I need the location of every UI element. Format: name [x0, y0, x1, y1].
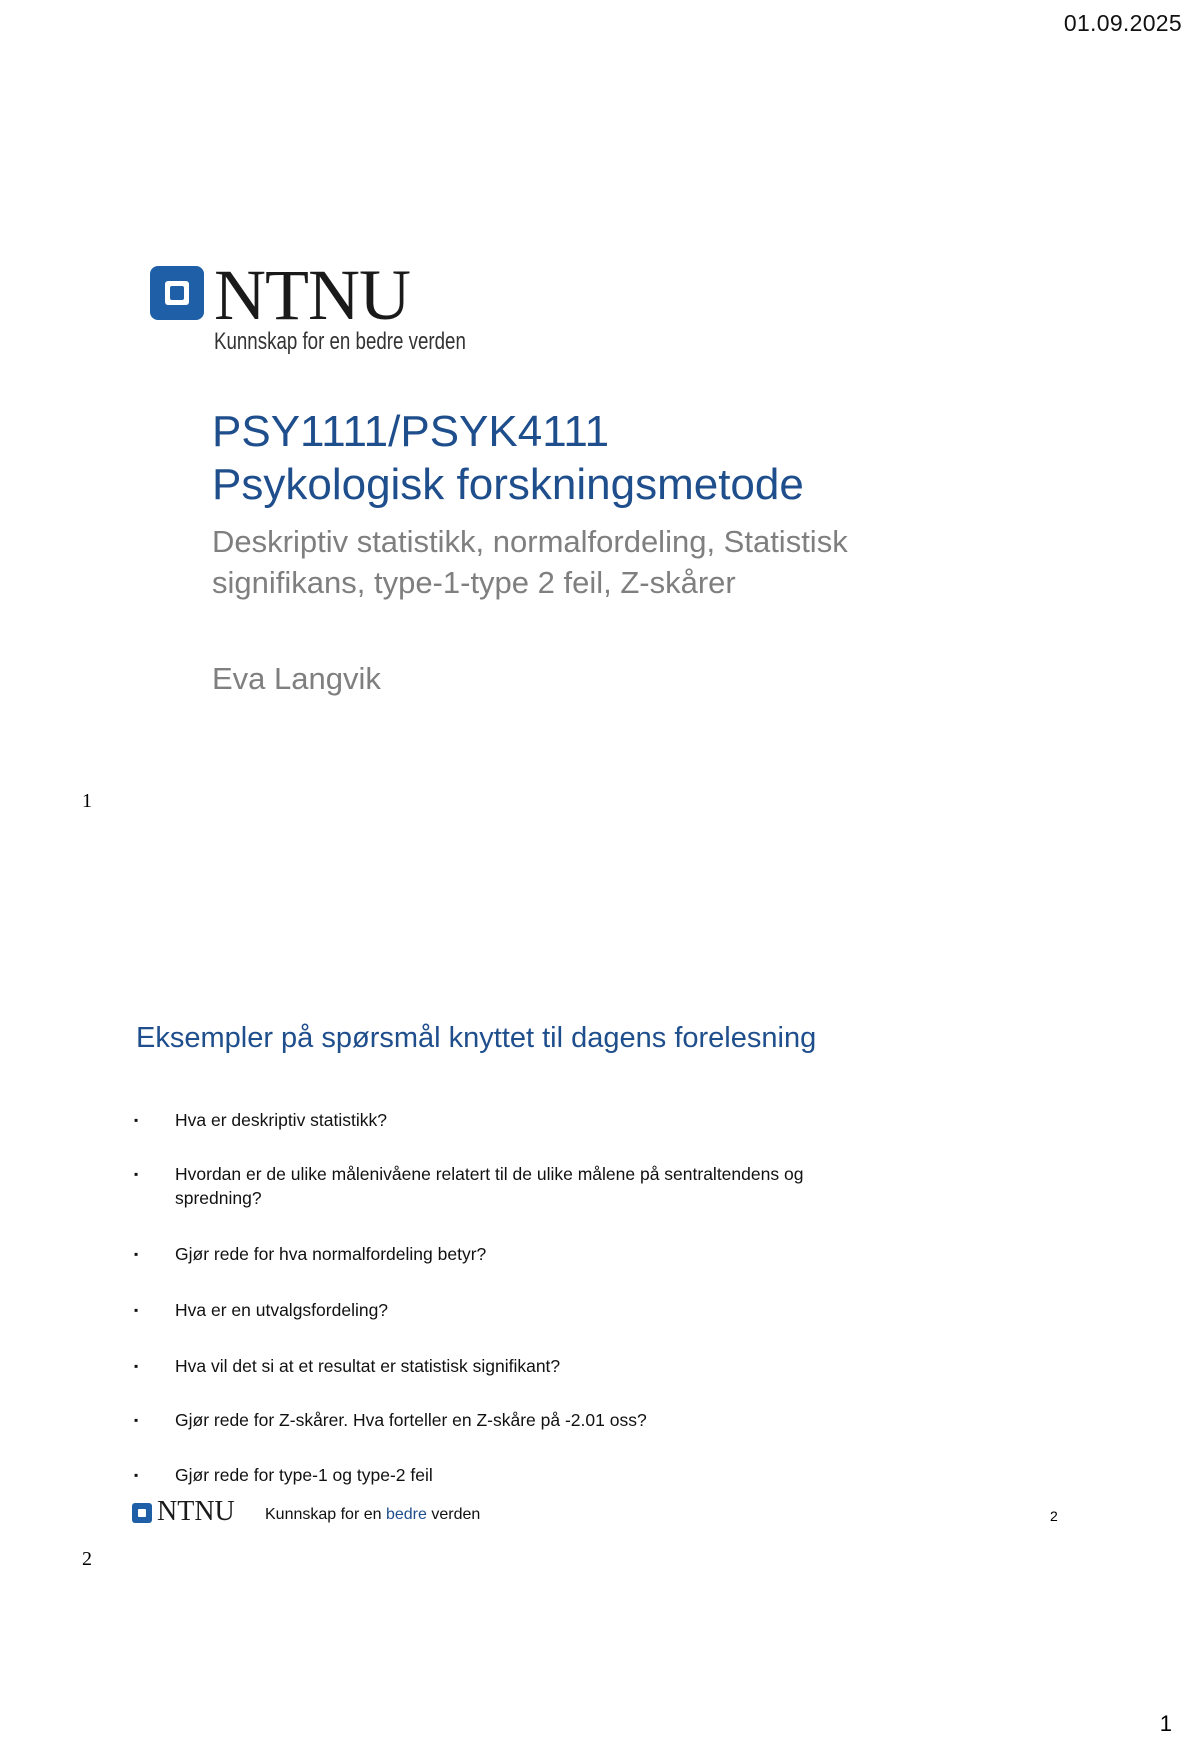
footer-logo-mark-inner — [138, 1509, 146, 1517]
course-code: PSY1111/PSYK4111 — [212, 407, 610, 456]
footer-logo-mark-icon — [132, 1503, 152, 1523]
page-number: 1 — [1159, 1711, 1172, 1736]
list-item: ▪ Gjør rede for hva normalfordeling betyr? — [134, 1242, 894, 1266]
footer-tagline-start: Kunnskap for en — [265, 1506, 386, 1523]
slide2-footer-number: 2 — [1050, 1508, 1058, 1524]
footer-logo-wordmark: NTNU — [157, 1496, 235, 1527]
logo-wordmark: NTNU — [214, 255, 410, 335]
logo-tagline: Kunnskap for en bedre verden — [214, 328, 466, 355]
slide2-title: Eksempler på spørsmål knyttet til dagens forelesning — [136, 1022, 817, 1054]
logo-mark-inner — [165, 281, 189, 305]
footer-tagline-accent: bedre — [385, 1506, 427, 1523]
ntnu-logo — [150, 255, 466, 355]
author-name: Eva Langvik — [212, 661, 381, 696]
list-item: ▪ Hvordan er de ulike målenivåene relatert til de ulike målene på sentraltendens og spredning? — [134, 1162, 894, 1210]
footer-tagline — [265, 1506, 480, 1524]
footer-ntnu-logo — [132, 1496, 242, 1528]
list-item: ▪ Hva vil det si at et resultat er statistisk signifikant? — [134, 1354, 894, 1378]
footer-tagline-end: verden — [426, 1506, 481, 1523]
slide-number-1: 1 — [82, 790, 92, 812]
print-date: 01.09.2025 — [1063, 10, 1182, 36]
ntnu-logo-mark-icon — [150, 266, 204, 320]
question-list — [134, 1108, 894, 1487]
course-title: Psykologisk forskningsmetode — [212, 460, 804, 509]
list-item: ▪ Hva er deskriptiv statistikk? — [134, 1108, 894, 1132]
list-item: ▪ Hva er en utvalgsfordeling? — [134, 1298, 894, 1322]
list-item: ▪ Gjør rede for Z-skårer. Hva forteller en Z-skåre på -2.01 oss? — [134, 1408, 894, 1432]
slide-subtitle: Deskriptiv statistikk, normalfordeling, Statistisk signifikans, type-1-type 2 feil, Z-skårer — [212, 524, 848, 600]
list-item: ▪ Gjør rede for type-1 og type-2 feil — [134, 1463, 894, 1487]
logo-mark-core — [170, 286, 184, 300]
slide-number-2: 2 — [82, 1548, 92, 1570]
